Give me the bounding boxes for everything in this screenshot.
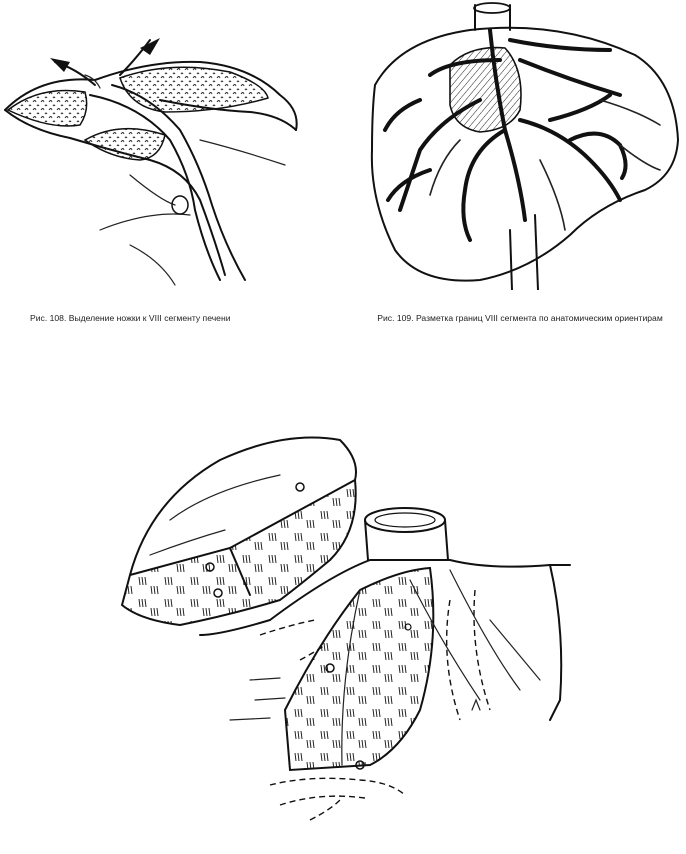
arrow-head-left-icon bbox=[50, 58, 70, 72]
vena-cava bbox=[365, 508, 445, 532]
figure-109-illustration bbox=[360, 0, 686, 290]
suture-mark bbox=[296, 483, 304, 491]
figure-108-caption: Рис. 108. Выделение ножки к VIII сегменту печени bbox=[30, 313, 231, 323]
figure-110-illustration bbox=[110, 420, 580, 840]
stippled-region-lower bbox=[85, 129, 165, 160]
remnant-cut-surface bbox=[285, 568, 433, 770]
figure-109-caption: Рис. 109. Разметка границ VIII сегмента по анатомическим ориентирам bbox=[377, 313, 663, 323]
figure-108-illustration bbox=[0, 0, 300, 290]
